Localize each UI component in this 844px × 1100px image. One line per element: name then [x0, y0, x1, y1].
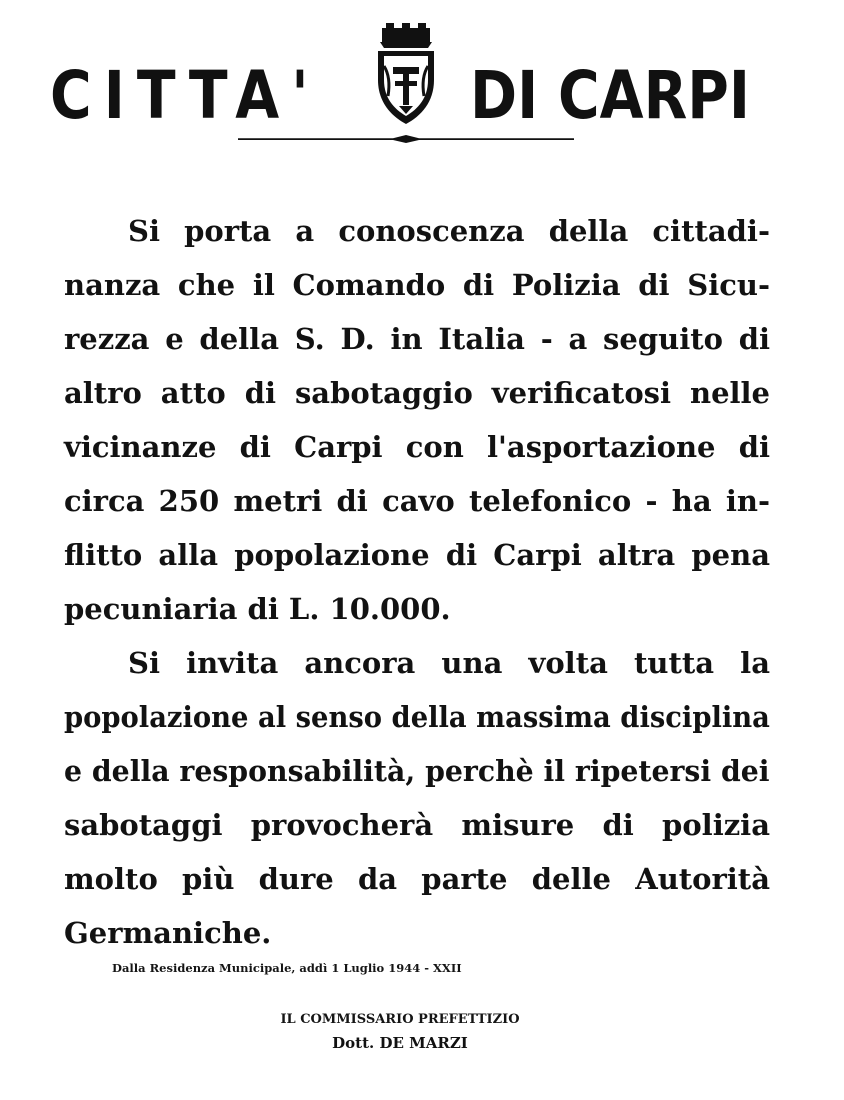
notice-line: nanza che il Comando di Polizia di Sicu- — [64, 268, 770, 302]
notice-line: Si invita ancora una volta tutta la — [128, 646, 770, 680]
notice-line: e della responsabilità, perchè il ripetersi dei — [64, 754, 770, 788]
municipal-crest-icon — [370, 20, 442, 132]
notice-line: pecuniaria di L. 10.000. — [64, 592, 451, 626]
notice-line: circa 250 metri di cavo telefonico - ha in- — [64, 484, 770, 518]
notice-line: rezza e della S. D. in Italia - a seguito di — [64, 322, 770, 356]
notice-line: Si porta a conoscenza della cittadi- — [128, 214, 770, 248]
signer-title: IL COMMISSARIO PREFETTIZIO — [280, 1012, 520, 1027]
notice-line: Germaniche. — [64, 916, 272, 950]
dateline: Dalla Residenza Municipale, addì 1 Luglio 1944 - XXII — [112, 961, 462, 975]
notice-line: altro atto di sabotaggio verificatosi nelle — [64, 376, 770, 410]
notice-line: sabotaggi provocherà misure di polizia — [64, 808, 770, 842]
signer-name: Dott. DE MARZI — [332, 1034, 468, 1052]
notice-line: flitto alla popolazione di Carpi altra pena — [64, 538, 770, 572]
header-divider — [238, 132, 574, 146]
title-di-carpi: DI CARPI — [470, 57, 751, 134]
notice-line: vicinanze di Carpi con l'asportazione di — [64, 430, 770, 464]
title-citta: CITTA' — [50, 57, 321, 134]
notice-line: molto più dure da parte delle Autorità — [64, 862, 770, 896]
poster-header — [0, 0, 844, 160]
notice-line: popolazione al senso della massima disciplina — [64, 700, 770, 734]
notice-body — [64, 204, 770, 960]
